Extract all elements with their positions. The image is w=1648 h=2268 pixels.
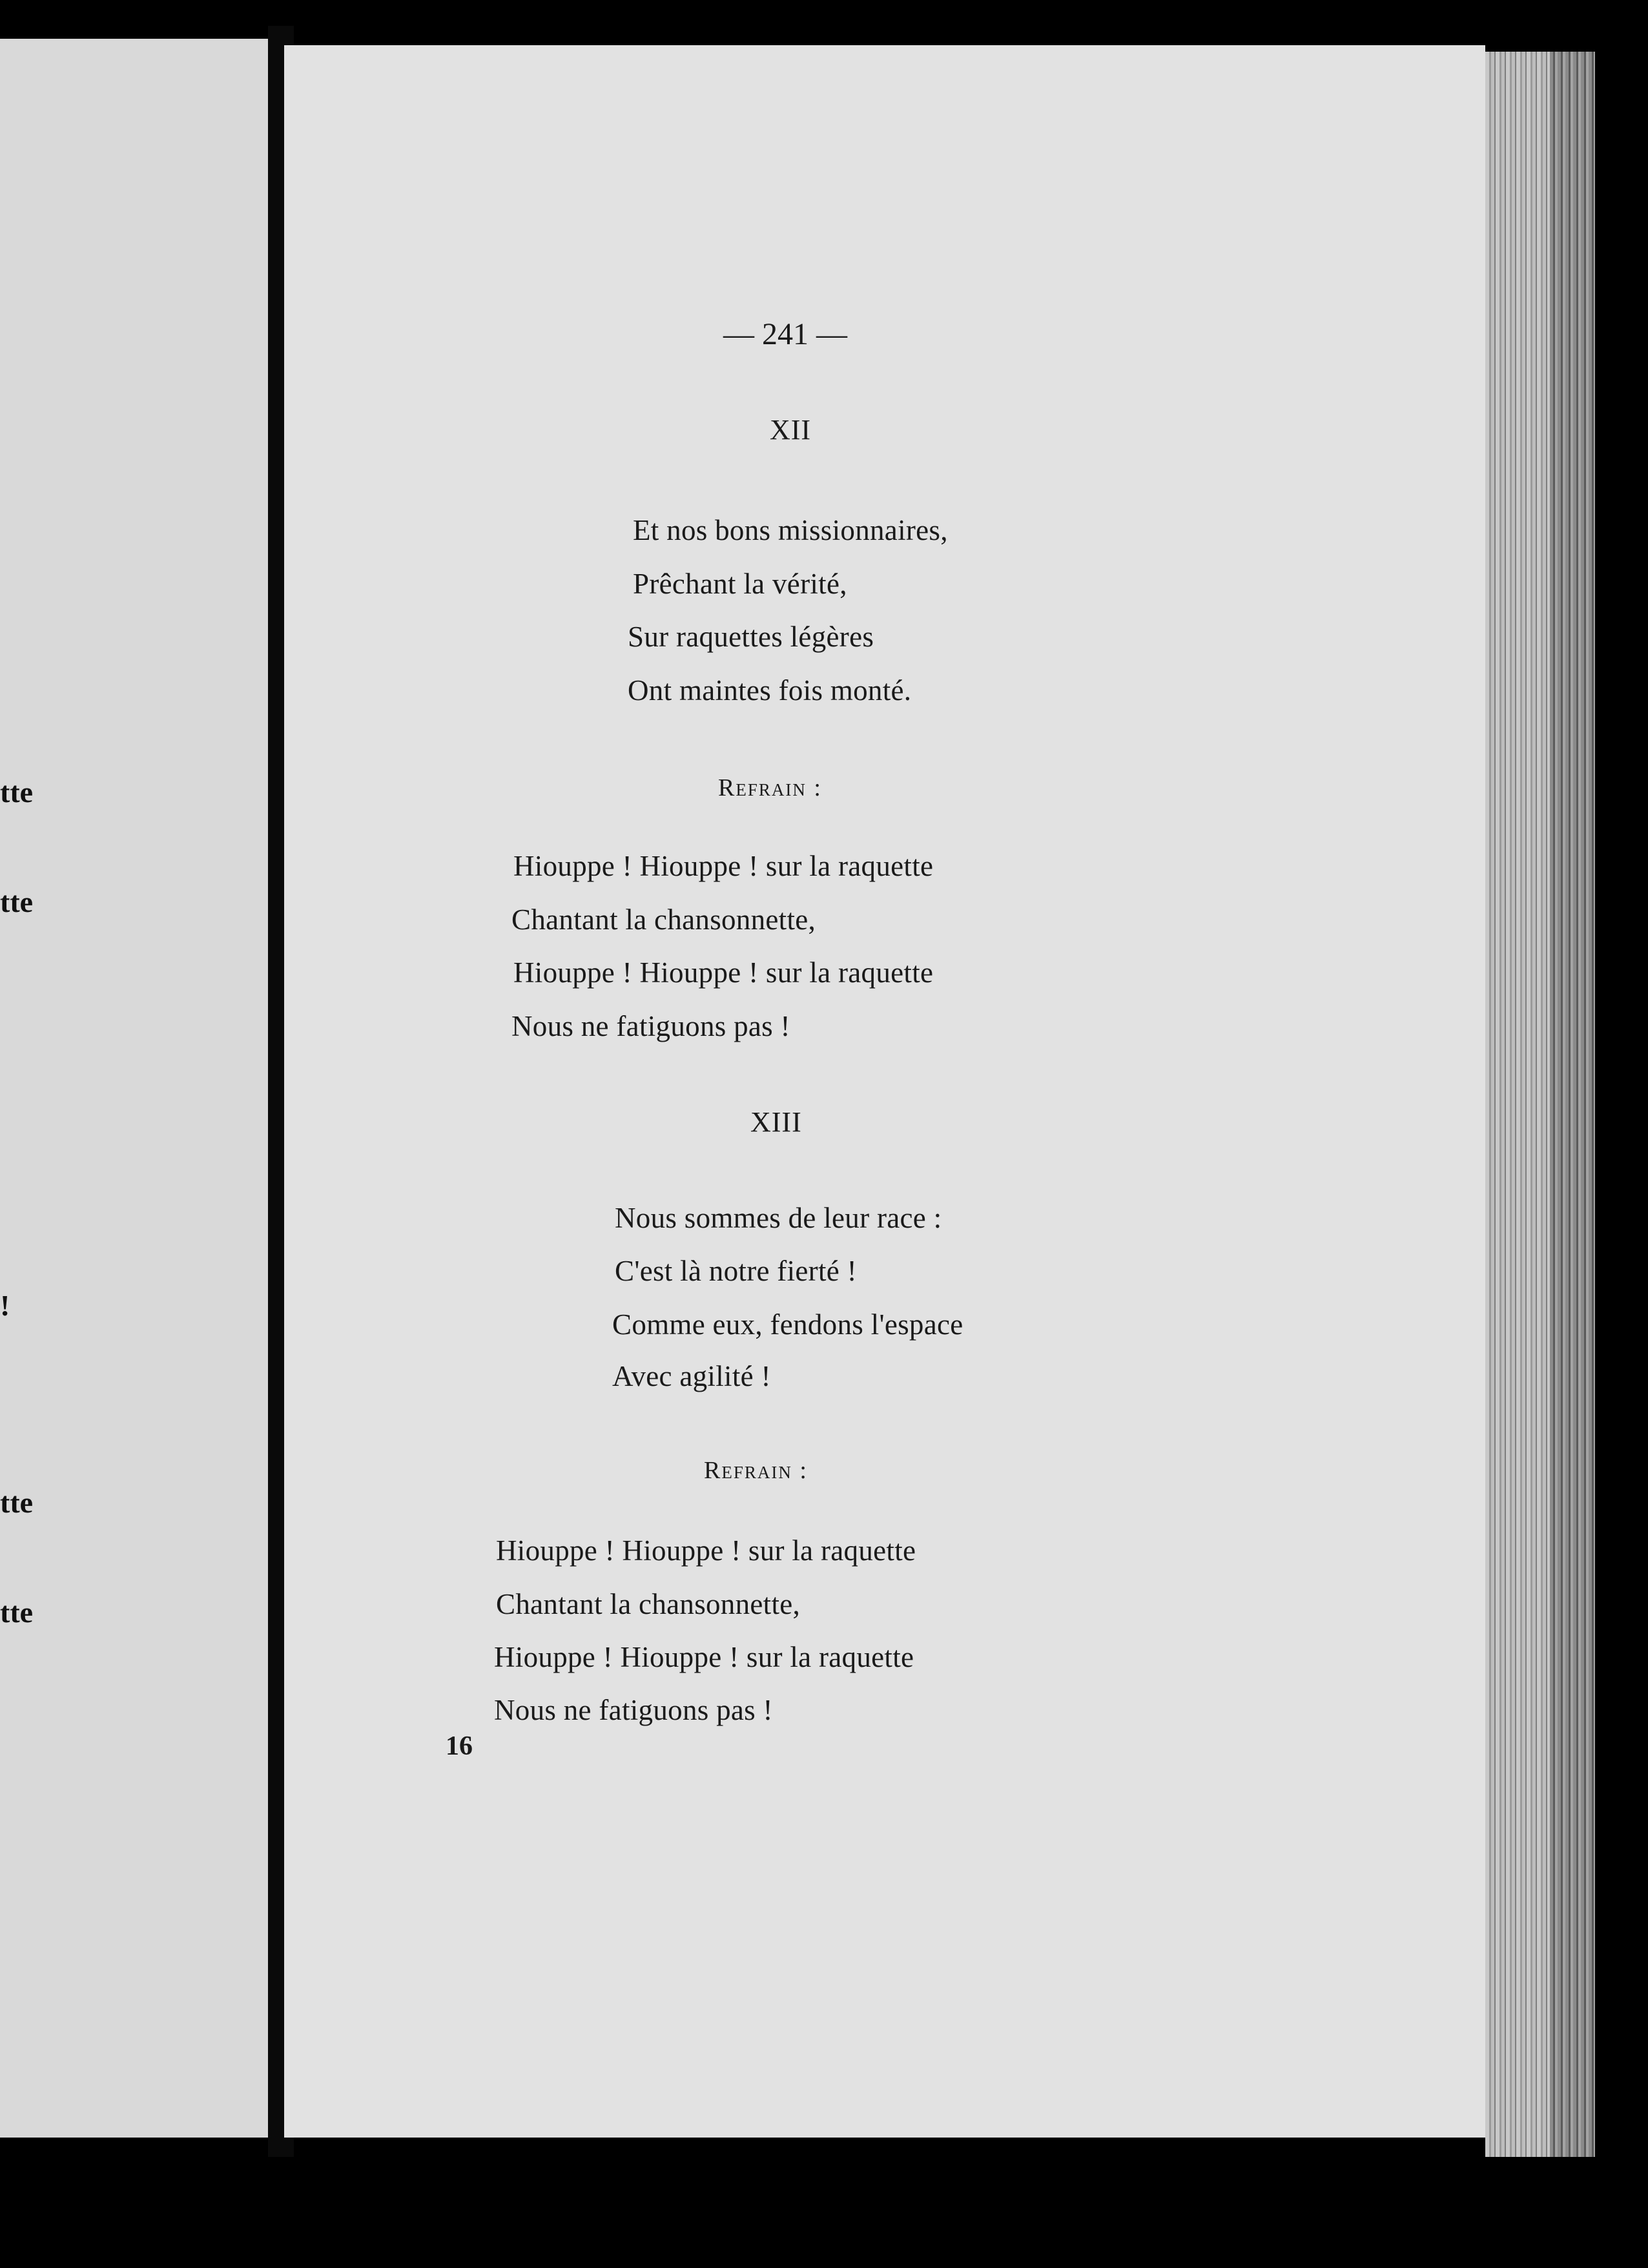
refrain-line: Nous ne fatiguons pas ! (511, 1010, 790, 1042)
stanza-numeral: XII (770, 414, 812, 446)
verse-line: Comme eux, fendons l'espace (612, 1308, 963, 1341)
left-page-fragment: ! (0, 1289, 10, 1322)
refrain-label: Refrain : (718, 774, 822, 801)
stanza-numeral: XIII (750, 1106, 802, 1138)
verse-line: Prêchant la vérité, (633, 568, 847, 600)
page-edges-shadow (1550, 52, 1595, 2157)
refrain-line: Hiouppe ! Hiouppe ! sur la raquette (513, 850, 934, 882)
left-page-fragment: tte (0, 1596, 34, 1629)
verse-line: C'est là notre fierté ! (615, 1255, 857, 1287)
refrain-line: Nous ne fatiguons pas ! (494, 1694, 773, 1726)
refrain-line: Chantant la chansonnette, (496, 1588, 801, 1620)
verse-line: Ont maintes fois monté. (628, 674, 912, 706)
refrain-line: Hiouppe ! Hiouppe ! sur la raquette (496, 1534, 916, 1567)
verse-line: Avec agilité ! (612, 1360, 771, 1392)
page-number: — 241 — (723, 317, 847, 351)
printer-signature: 16 (446, 1731, 473, 1761)
verse-line: Sur raquettes légères (628, 621, 874, 653)
refrain-line: Chantant la chansonnette, (511, 903, 816, 936)
verse-line: Nous sommes de leur race : (615, 1202, 942, 1234)
refrain-line: Hiouppe ! Hiouppe ! sur la raquette (494, 1641, 914, 1673)
verse-line: Et nos bons missionnaires, (633, 514, 948, 546)
left-page-fragment: tte (0, 776, 34, 809)
left-page-fragment: tte (0, 885, 34, 918)
left-page-fragment: tte (0, 1486, 34, 1519)
refrain-label: Refrain : (704, 1457, 808, 1484)
book-page (284, 45, 1485, 2138)
left-page (0, 39, 272, 2138)
refrain-line: Hiouppe ! Hiouppe ! sur la raquette (513, 956, 934, 989)
